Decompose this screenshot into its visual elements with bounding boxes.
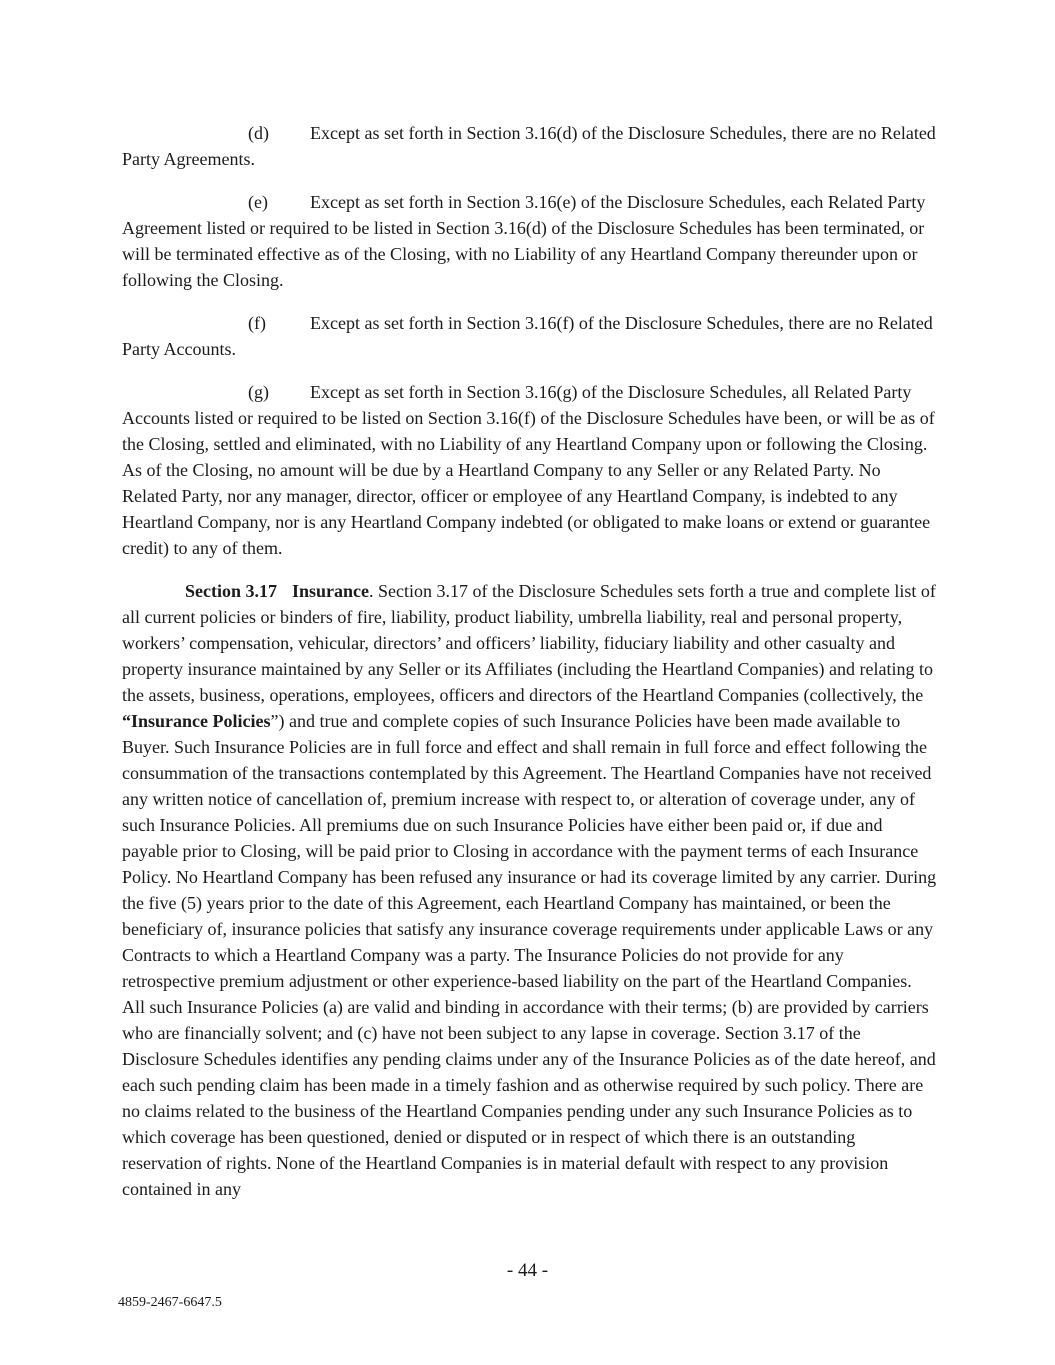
paragraph-e-text: Except as set forth in Section 3.16(e) of the Disclosure Schedules, each Related Party Agreement listed or required to be listed in Section 3.16(d) of the Disclosure Schedules has been terminated, or will be terminated effective as of the Closing, with no Liability of any Heartland Company thereunder upon or following the Closing. — [122, 192, 926, 290]
section-3-17-body-2: ”) and true and complete copies of such Insurance Policies have been made available to Buyer. Such Insurance Policies are in full force and effect and shall remain in full force and effect following the consummation of the transactions contemplated by this Agreement. The Heartland Companies have not received any written notice of cancellation of, premium increase with respect to, or alteration of coverage under, any of such Insurance Policies. All premiums due on such Insurance Policies have either been paid or, if due and payable prior to Closing, will be paid prior to Closing in accordance with the payment terms of each Insurance Policy. No Heartland Company has been refused any insurance or had its coverage limited by any carrier. During the five (5) years prior to the date of this Agreement, each Heartland Company has maintained, or been the beneficiary of, insurance policies that satisfy any insurance coverage requirements under applicable Laws or any Contracts to which a Heartland Company was a party. The Insurance Policies do not provide for any retrospective premium adjustment or other experience-based liability on the part of the Heartland Companies. All such Insurance Policies (a) are valid and binding in accordance with their terms; (b) are provided by carriers who are financially solvent; and (c) have not been subject to any lapse in coverage. Section 3.17 of the Disclosure Schedules identifies any pending claims under any of the Insurance Policies as of the date hereof, and each such pending claim has been made in a timely fashion and as otherwise required by such policy. There are no claims related to the business of the Heartland Companies pending under any such Insurance Policies as to which coverage has been questioned, denied or disputed or in respect of which there is an outstanding reservation of rights. None of the Heartland Companies is in material default with respect to any provision contained in any — [122, 711, 937, 1199]
page-number: - 44 - — [506, 1260, 549, 1281]
document-control-number: 4859-2467-6647.5 — [118, 1295, 222, 1310]
paragraph-e — [122, 189, 938, 293]
defined-term-insurance-policies: “Insurance Policies — [122, 711, 271, 731]
section-3-17-body-1: . Section 3.17 of the Disclosure Schedules sets forth a true and complete list of all current policies or binders of fire, liability, product liability, umbrella liability, real and personal property, workers’ compensation, vehicular, directors’ and officers’ liability, fiduciary liability and other casualty and property insurance maintained by any Seller or its Affiliates (including the Heartland Companies) and relating to the assets, business, operations, employees, officers and directors of the Heartland Companies (collectively, the — [122, 581, 936, 705]
paragraph-g — [122, 379, 938, 561]
paragraph-d — [122, 120, 938, 172]
section-3-17-number: Section 3.17 — [185, 581, 277, 601]
section-3-17-paragraph — [122, 578, 938, 1202]
paragraph-d-text: Except as set forth in Section 3.16(d) of the Disclosure Schedules, there are no Related Party Agreements. — [122, 123, 936, 169]
section-3-17-title: Insurance — [292, 581, 370, 601]
paragraph-g-marker: (g) — [248, 382, 269, 402]
paragraph-f — [122, 310, 938, 362]
document-body — [122, 120, 938, 1202]
paragraph-e-marker: (e) — [248, 192, 268, 212]
paragraph-f-text: Except as set forth in Section 3.16(f) of the Disclosure Schedules, there are no Related Party Accounts. — [122, 313, 933, 359]
paragraph-g-text: Except as set forth in Section 3.16(g) of the Disclosure Schedules, all Related Party Accounts listed or required to be listed on Section 3.16(f) of the Disclosure Schedules have been, or will be as of the Closing, settled and eliminated, with no Liability of any Heartland Company upon or following the Closing. As of the Closing, no amount will be due by a Heartland Company to any Seller or any Related Party. No Related Party, nor any manager, director, officer or employee of any Heartland Company, is indebted to any Heartland Company, nor is any Heartland Company indebted (or obligated to make loans or extend or guarantee credit) to any of them. — [122, 382, 935, 558]
paragraph-f-marker: (f) — [248, 313, 266, 333]
paragraph-d-marker: (d) — [248, 123, 269, 143]
